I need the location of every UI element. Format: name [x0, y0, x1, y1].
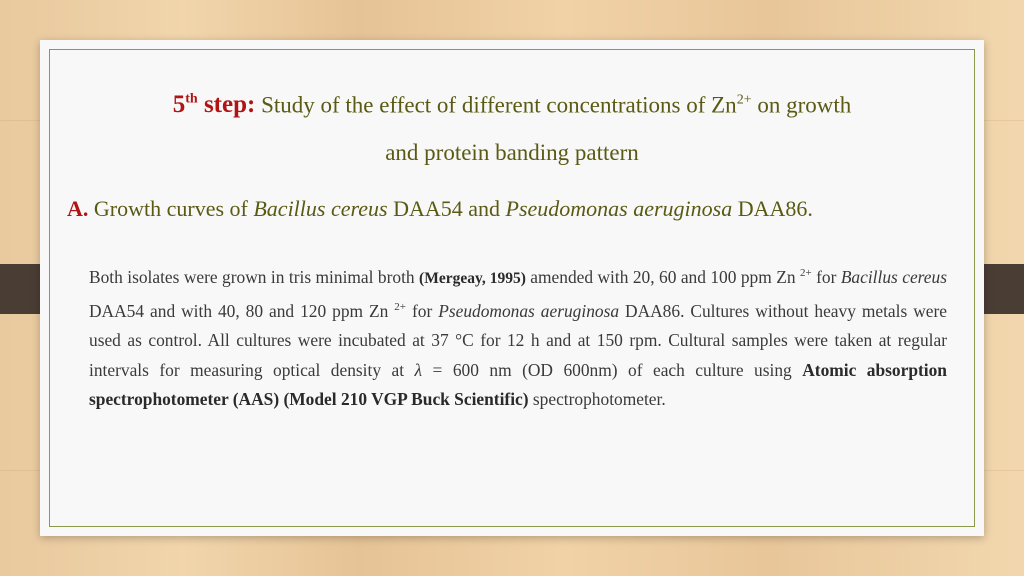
title-zn-charge: 2+ — [736, 92, 752, 108]
slide-card — [40, 40, 984, 536]
body-text-7: = 600 nm (OD 600nm) of each culture using — [422, 359, 803, 380]
body-text-4: DAA54 and with 40, 80 and 120 ppm Zn — [89, 301, 395, 321]
body-text-6: DAA86. Cultures without heavy metals were used as control. All cultures were incubated at 37 °C for 12 h and at 150 rpm. Cultural samples were taken at regular intervals for measuring optical density at — [89, 301, 947, 380]
subheading-text-3: DAA86. — [732, 196, 813, 221]
step-word: step: — [203, 91, 256, 119]
subheading-organism-1: Bacillus cereus — [253, 196, 388, 221]
step-number: 5 — [172, 91, 186, 119]
subheading-organism-2: Pseudomonas aeruginosa — [505, 196, 733, 221]
instrument-name: Atomic absorption spectrophotometer (AAS) (Model 210 VGP Buck Scientific) — [89, 359, 947, 410]
body-organism-2: Pseudomonas aeruginosa — [438, 301, 620, 321]
ref-open: ( — [419, 269, 425, 287]
title-text-after: on growth — [751, 92, 852, 118]
subheading-text-1: Growth curves of — [88, 196, 254, 221]
body-organism-1: Bacillus cereus — [840, 266, 947, 287]
slide-title — [40, 76, 984, 177]
subheading-letter: A. — [67, 196, 89, 221]
subheading-text-2: DAA54 and — [387, 196, 506, 221]
lambda-symbol: λ — [414, 359, 423, 380]
body-text-1: Both isolates were grown in tris minimal broth — [89, 266, 420, 287]
zn-charge-2: 2+ — [394, 301, 407, 314]
subheading — [67, 196, 813, 222]
body-text-3: for — [811, 266, 841, 287]
title-line-1 — [40, 76, 984, 129]
ref-text: Mergeay, 1995 — [424, 269, 521, 287]
step-label — [173, 91, 256, 118]
body-paragraph — [89, 259, 947, 415]
step-sup: th — [185, 92, 198, 107]
title-line-2: and protein banding pattern — [385, 140, 639, 166]
title-text-before: Study of the effect of different concentrations of Zn — [261, 92, 737, 118]
zn-charge-1: 2+ — [799, 267, 812, 279]
body-text-5: for — [406, 301, 439, 321]
body-text-2: amended with 20, 60 and 100 ppm Zn — [525, 266, 800, 287]
body-text-8: spectrophotometer. — [528, 389, 666, 410]
ref-close: ) — [520, 269, 526, 287]
reference — [419, 270, 526, 287]
